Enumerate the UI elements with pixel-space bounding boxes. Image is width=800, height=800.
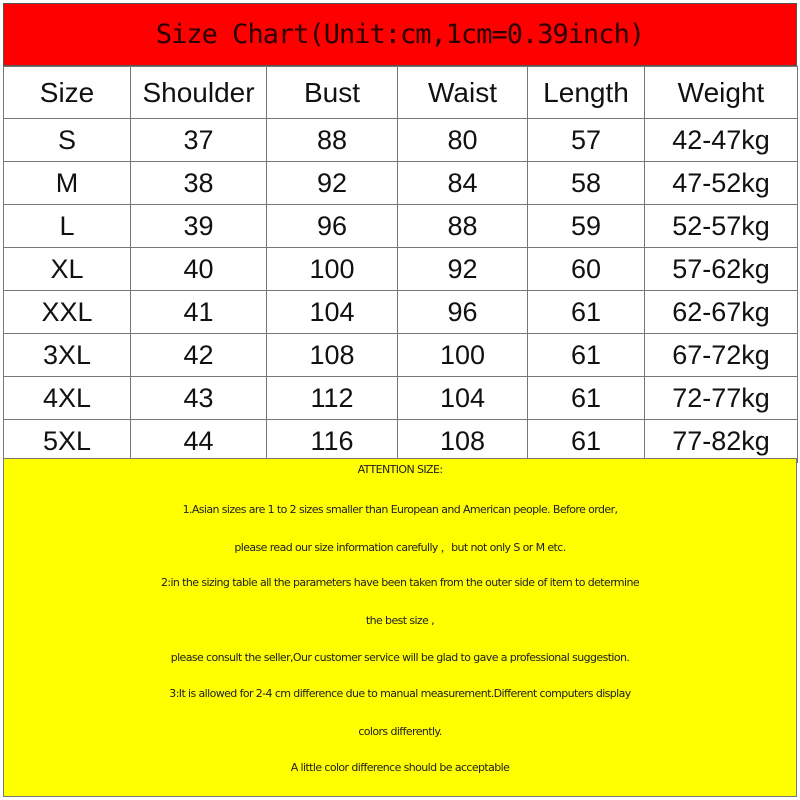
attention-line: please consult the seller,Our customer service will be glad to gave a professional suggestion. [170, 651, 630, 664]
cell-length: 61 [528, 291, 645, 334]
cell-bust: 100 [267, 248, 398, 291]
attention-line: the best size , [365, 614, 435, 627]
cell-bust: 92 [267, 162, 398, 205]
cell-length: 61 [528, 334, 645, 377]
cell-bust: 96 [267, 205, 398, 248]
cell-weight: 72-77kg [645, 377, 798, 420]
cell-length: 57 [528, 119, 645, 162]
cell-shoulder: 44 [131, 420, 267, 463]
cell-weight: 62-67kg [645, 291, 798, 334]
cell-waist: 80 [398, 119, 528, 162]
column-header-shoulder: Shoulder [131, 67, 267, 119]
cell-length: 61 [528, 420, 645, 463]
cell-size: 5XL [4, 420, 131, 463]
cell-size: M [4, 162, 131, 205]
column-header-size: Size [4, 67, 131, 119]
cell-size: 4XL [4, 377, 131, 420]
cell-waist: 100 [398, 334, 528, 377]
attention-line: 3:It is allowed for 2-4 cm difference due to manual measurement.Different computers display [169, 687, 631, 700]
cell-length: 61 [528, 377, 645, 420]
cell-shoulder: 43 [131, 377, 267, 420]
table-row [4, 291, 798, 334]
column-header-bust: Bust [267, 67, 398, 119]
cell-shoulder: 42 [131, 334, 267, 377]
cell-bust: 116 [267, 420, 398, 463]
cell-waist: 84 [398, 162, 528, 205]
cell-weight: 52-57kg [645, 205, 798, 248]
cell-weight: 57-62kg [645, 248, 798, 291]
size-chart-title: Size Chart(Unit:cm,1cm=0.39inch) [155, 19, 645, 50]
size-table [3, 66, 798, 463]
attention-line: A little color difference should be acceptable [290, 761, 510, 774]
cell-size: L [4, 205, 131, 248]
cell-waist: 96 [398, 291, 528, 334]
attention-notice [3, 458, 797, 797]
cell-size: S [4, 119, 131, 162]
cell-shoulder: 41 [131, 291, 267, 334]
cell-shoulder: 39 [131, 205, 267, 248]
table-row [4, 248, 798, 291]
cell-waist: 108 [398, 420, 528, 463]
attention-line: 2:in the sizing table all the parameters have been taken from the outer side of item to determine [160, 576, 640, 589]
table-row [4, 334, 798, 377]
table-row [4, 420, 798, 463]
cell-bust: 108 [267, 334, 398, 377]
attention-heading: ATTENTION SIZE: [357, 463, 443, 476]
size-chart-title-bar [3, 3, 797, 66]
cell-shoulder: 38 [131, 162, 267, 205]
header-row [4, 67, 798, 119]
cell-weight: 67-72kg [645, 334, 798, 377]
cell-waist: 88 [398, 205, 528, 248]
cell-size: XXL [4, 291, 131, 334]
cell-weight: 42-47kg [645, 119, 798, 162]
cell-waist: 104 [398, 377, 528, 420]
table-row [4, 162, 798, 205]
cell-length: 58 [528, 162, 645, 205]
column-header-waist: Waist [398, 67, 528, 119]
cell-bust: 88 [267, 119, 398, 162]
attention-line: colors differently. [358, 725, 442, 738]
cell-waist: 92 [398, 248, 528, 291]
column-header-weight: Weight [645, 67, 798, 119]
cell-bust: 112 [267, 377, 398, 420]
column-header-length: Length [528, 67, 645, 119]
table-row [4, 377, 798, 420]
attention-line: 1.Asian sizes are 1 to 2 sizes smaller than European and American people. Before order, [182, 503, 618, 516]
cell-shoulder: 37 [131, 119, 267, 162]
cell-bust: 104 [267, 291, 398, 334]
cell-size: XL [4, 248, 131, 291]
cell-length: 60 [528, 248, 645, 291]
attention-line: please read our size information carefully ，but not only S or M etc. [234, 541, 566, 554]
cell-weight: 47-52kg [645, 162, 798, 205]
cell-size: 3XL [4, 334, 131, 377]
table-row [4, 119, 798, 162]
cell-length: 59 [528, 205, 645, 248]
table-row [4, 205, 798, 248]
cell-weight: 77-82kg [645, 420, 798, 463]
cell-shoulder: 40 [131, 248, 267, 291]
